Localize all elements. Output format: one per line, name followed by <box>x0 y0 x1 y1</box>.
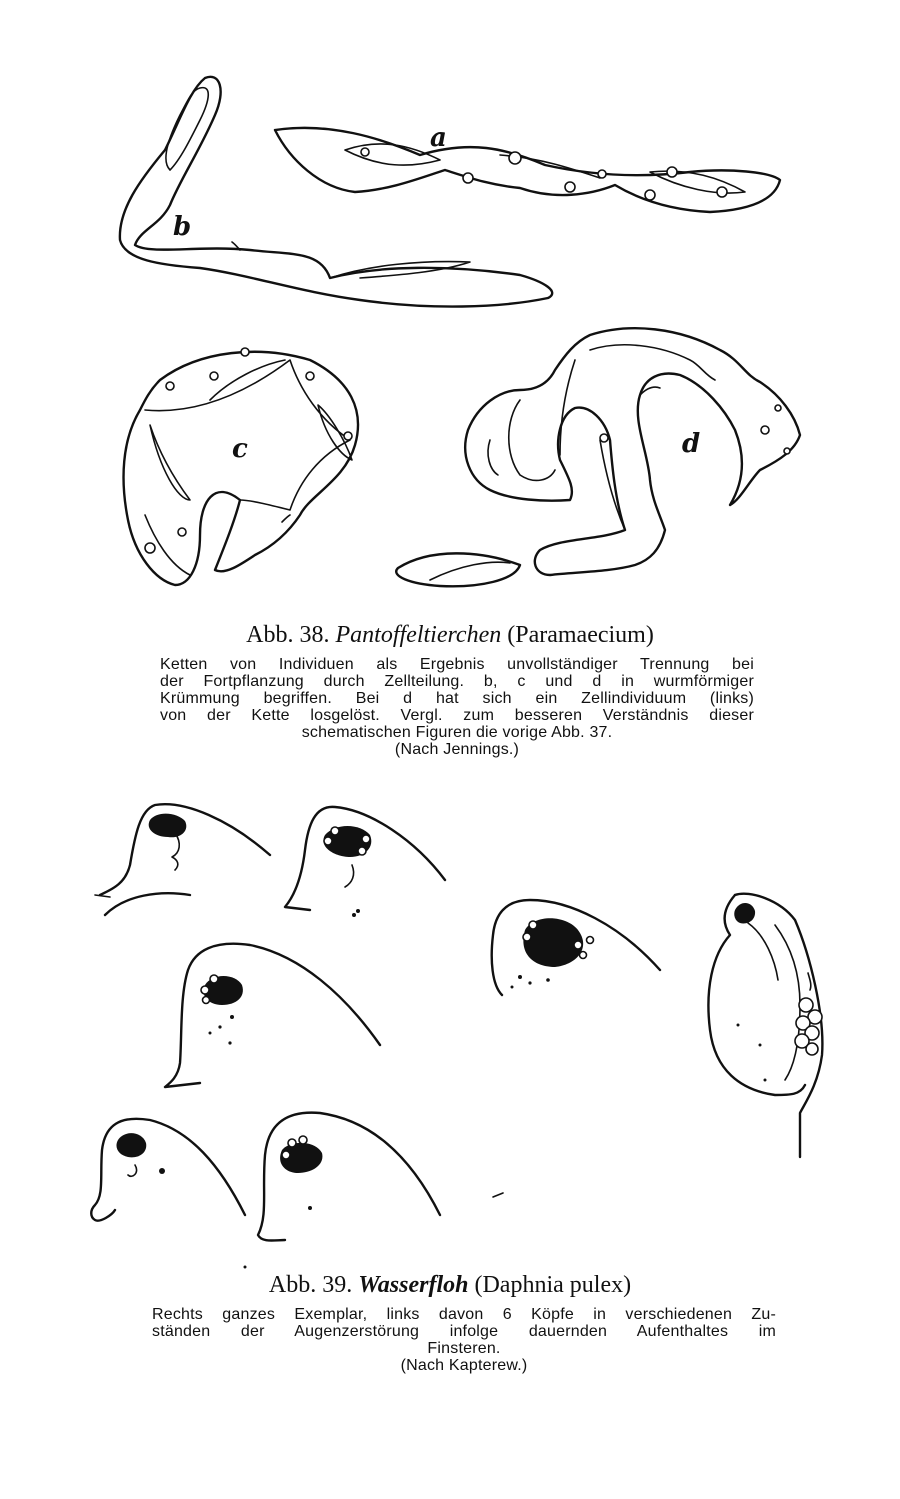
caption-line: von der Kette losgelöst. Vergl. zum besseren Verständnis dieser <box>160 707 754 724</box>
figure-38-number: Abb. 38. <box>246 622 330 648</box>
label-a: a <box>430 123 447 153</box>
figure-38-latin-name: (Paramaecium) <box>507 622 654 648</box>
daphnia-head-1 <box>95 804 270 915</box>
caption-line: Rechts ganzes Exemplar, links davon 6 Köpfe in verschiedenen Zu- <box>152 1306 776 1323</box>
figure-39-illustration <box>0 795 900 1275</box>
daphnia-head-6 <box>492 900 660 995</box>
daphnia-head-2 <box>285 807 445 917</box>
label-b: b <box>173 212 192 242</box>
figure-39-number: Abb. 39. <box>268 1272 353 1298</box>
caption-line: Finsteren. <box>427 1340 501 1357</box>
daphnia-head-5 <box>244 1113 441 1269</box>
caption-line: Ketten von Individuen als Ergebnis unvollständiger Trennung bei <box>160 656 754 673</box>
figure-39-credit: (Nach Kapterew.) <box>400 1357 528 1374</box>
paramaecium-chain-d <box>396 328 800 586</box>
figure-39-common-name: Wasserfloh <box>358 1272 469 1298</box>
label-d: d <box>682 429 701 459</box>
daphnia-head-3 <box>165 944 380 1087</box>
caption-line: schematischen Figuren die vorige Abb. 37. <box>301 724 613 741</box>
label-c: c <box>232 434 248 464</box>
figure-39-title <box>0 1272 900 1299</box>
figure-38-common-name: Pantoffeltierchen <box>335 622 502 648</box>
figure-39-caption <box>152 1306 776 1374</box>
paramaecium-chain-c <box>124 348 358 585</box>
figure-38-illustration <box>0 60 900 620</box>
caption-line: der Fortpflanzung durch Zellteilung. b, c und d in wurmförmiger <box>160 673 754 690</box>
figure-38-credit: (Nach Jennings.) <box>394 741 520 758</box>
daphnia-whole-specimen <box>708 894 822 1157</box>
paramaecium-drawing <box>0 60 900 620</box>
caption-line: ständen der Augenzerstörung infolge dauernden Aufenthaltes im <box>152 1323 776 1340</box>
caption-line: Krümmung begriffen. Bei d hat sich ein Zellindividuum (links) <box>160 690 754 707</box>
figure-38-caption <box>160 656 754 758</box>
daphnia-head-4 <box>91 1119 245 1221</box>
paramaecium-chain-a <box>275 123 780 212</box>
paramaecium-chain-b <box>120 77 552 307</box>
figure-39-latin-name: (Daphnia pulex) <box>474 1272 632 1298</box>
figure-38-title <box>0 622 900 649</box>
daphnia-drawing <box>0 795 900 1275</box>
